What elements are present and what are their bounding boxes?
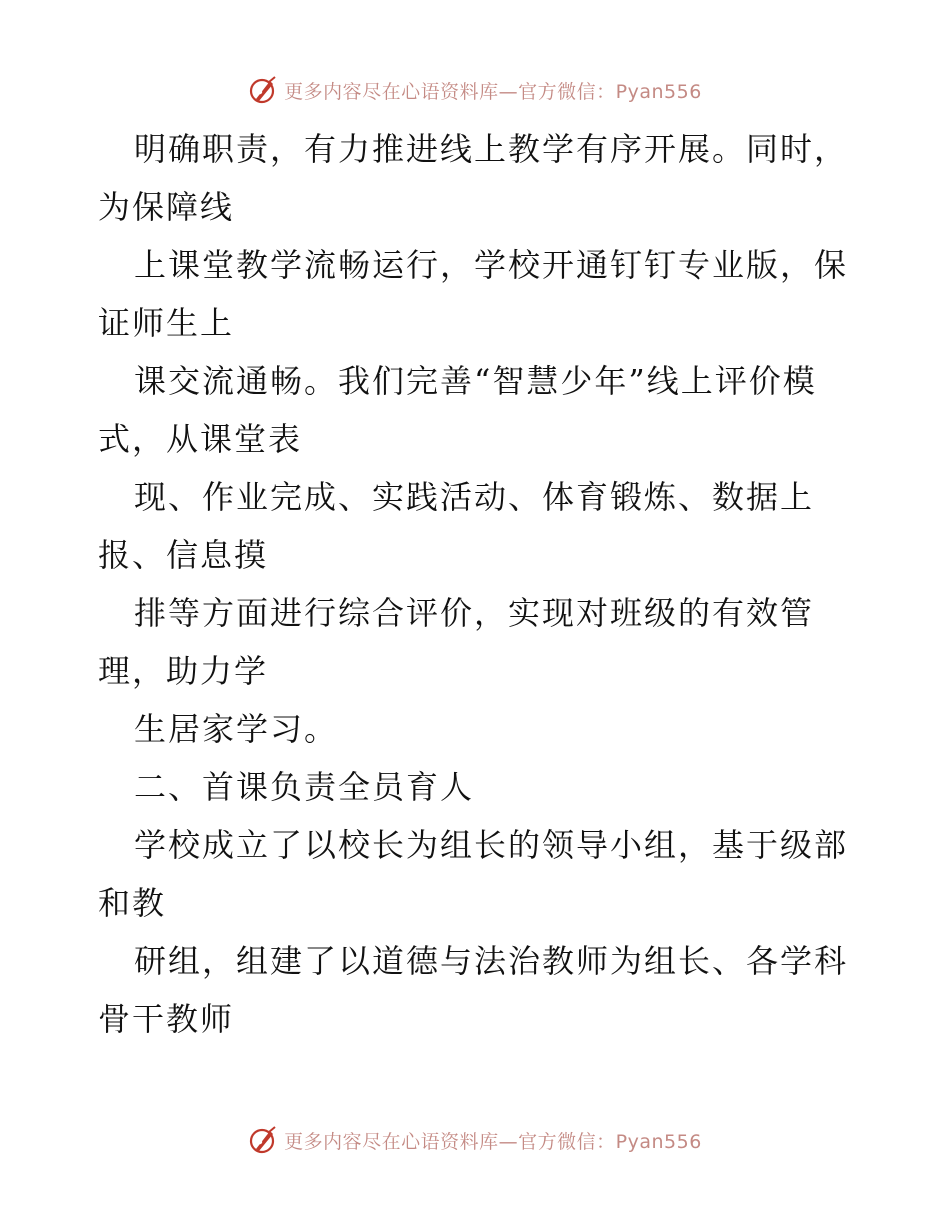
text-line: 报、信息摸: [98, 536, 269, 574]
text-line: 课交流通畅。我们完善“智慧少年”线上评价模: [134, 362, 817, 400]
section-heading: 二、首课负责全员育人: [134, 768, 475, 806]
text-line: 上课堂教学流畅运行，学校开通钉钉专业版，保: [134, 246, 849, 284]
document-body: [98, 120, 858, 1048]
quill-pen-logo-icon: [248, 1125, 278, 1155]
text-line: 理，助力学: [98, 652, 269, 690]
banner-text: 更多内容尽在心语资料库—官方微信：Pyan556: [284, 1130, 702, 1153]
header-banner: [0, 70, 950, 110]
text-line: 式，从课堂表: [98, 420, 303, 458]
text-line: 排等方面进行综合评价，实现对班级的有效管: [134, 594, 815, 632]
text-line: 骨干教师: [98, 1000, 235, 1038]
text-line: 学校成立了以校长为组长的领导小组，基于级部: [134, 826, 849, 864]
text-line: 证师生上: [98, 304, 235, 342]
text-line: 和教: [98, 884, 167, 922]
text-line: 生居家学习。: [134, 710, 339, 748]
text-line: 现、作业完成、实践活动、体育锻炼、数据上: [134, 478, 815, 516]
banner-text: 更多内容尽在心语资料库—官方微信：Pyan556: [284, 80, 702, 103]
quill-pen-logo-icon: [248, 75, 278, 105]
text-line: 研组，组建了以道德与法治教师为组长、各学科: [134, 942, 849, 980]
text-line: 明确职责，有力推进线上教学有序开展。同时，: [134, 130, 849, 168]
footer-banner: [0, 1120, 950, 1160]
text-line: 为保障线: [98, 188, 235, 226]
